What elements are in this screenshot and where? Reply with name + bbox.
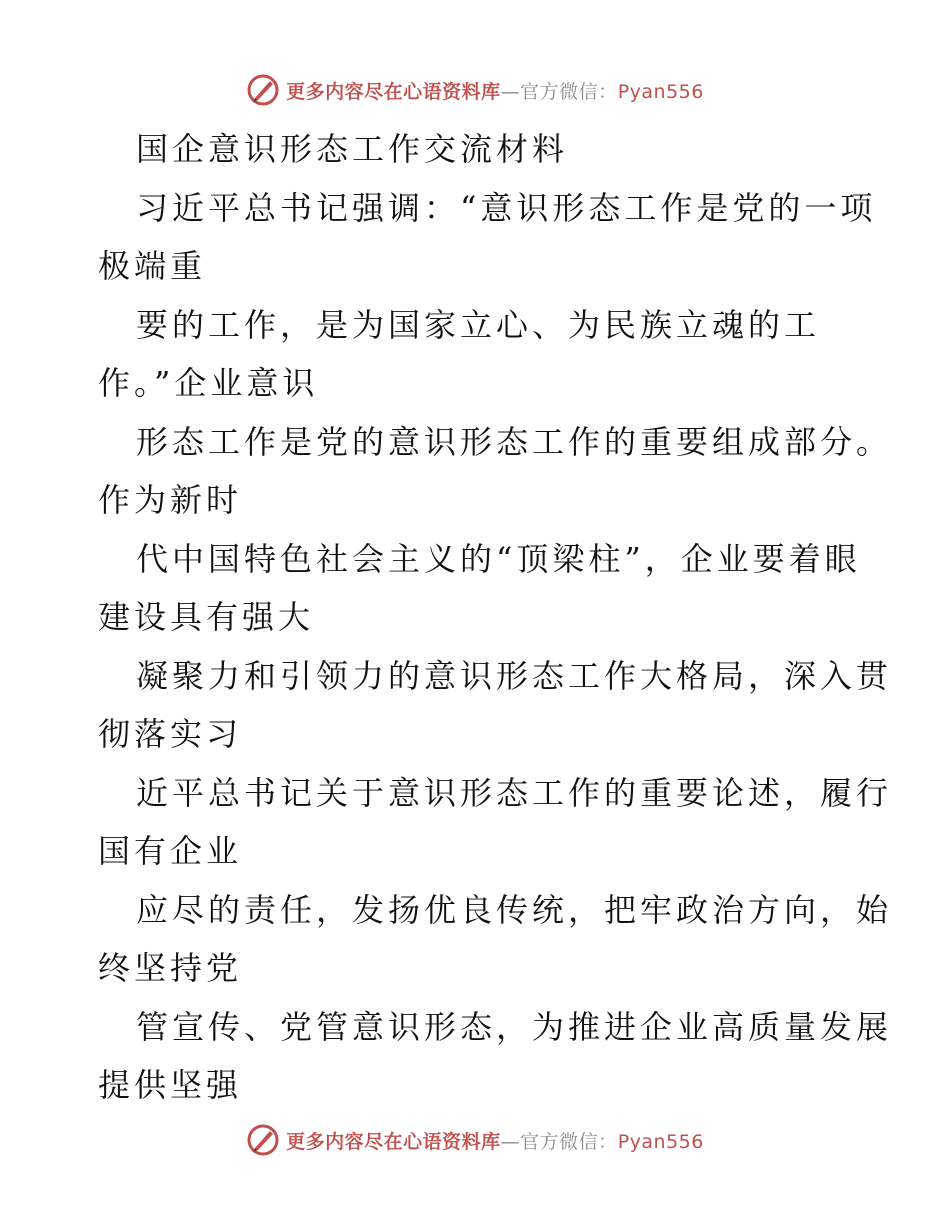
quill-pen-circle-icon xyxy=(246,1123,280,1157)
text-line: 建设具有强大 xyxy=(98,598,315,636)
text-line: 管宣传、党管意识形态，为推进企业高质量发展 xyxy=(136,1007,893,1046)
text-line: 凝聚力和引领力的意识形态工作大格局，深入贯 xyxy=(136,656,893,695)
text-line: 作。”企业意识 xyxy=(98,364,319,402)
document-body xyxy=(98,120,893,1115)
text-line: 习近平总书记强调：“意识形态工作是党的一项 xyxy=(136,188,877,227)
text-line: 终坚持党 xyxy=(98,949,243,987)
text-line: 近平总书记关于意识形态工作的重要论述，履行 xyxy=(136,773,893,812)
text-line: 提供坚强 xyxy=(98,1066,243,1104)
text-line: 国有企业 xyxy=(98,832,243,870)
watermark-text xyxy=(286,1127,704,1154)
footer-watermark xyxy=(0,1120,950,1160)
header-watermark xyxy=(0,70,950,110)
watermark-label: —官方微信： xyxy=(500,1130,618,1153)
text-line: 应尽的责任，发扬优良传统，把牢政治方向，始 xyxy=(136,890,893,929)
text-line: 极端重 xyxy=(98,247,207,285)
watermark-site: 更多内容尽在心语资料库 xyxy=(286,80,501,103)
watermark-text xyxy=(286,77,704,104)
watermark-wechat-id: Pyan556 xyxy=(617,1130,704,1153)
quill-pen-circle-icon xyxy=(246,73,280,107)
document-title: 国企意识形态工作交流材料 xyxy=(136,130,569,168)
watermark-wechat-id: Pyan556 xyxy=(617,80,704,103)
watermark-label: —官方微信： xyxy=(500,80,618,103)
watermark-site: 更多内容尽在心语资料库 xyxy=(286,1130,501,1153)
text-line: 代中国特色社会主义的“顶梁柱”，企业要着眼 xyxy=(136,539,861,578)
text-line: 作为新时 xyxy=(98,481,243,519)
text-line: 要的工作，是为国家立心、为民族立魂的工 xyxy=(136,305,821,344)
text-line: 彻落实习 xyxy=(98,715,243,753)
text-line: 形态工作是党的意识形态工作的重要组成部分。 xyxy=(136,422,893,461)
